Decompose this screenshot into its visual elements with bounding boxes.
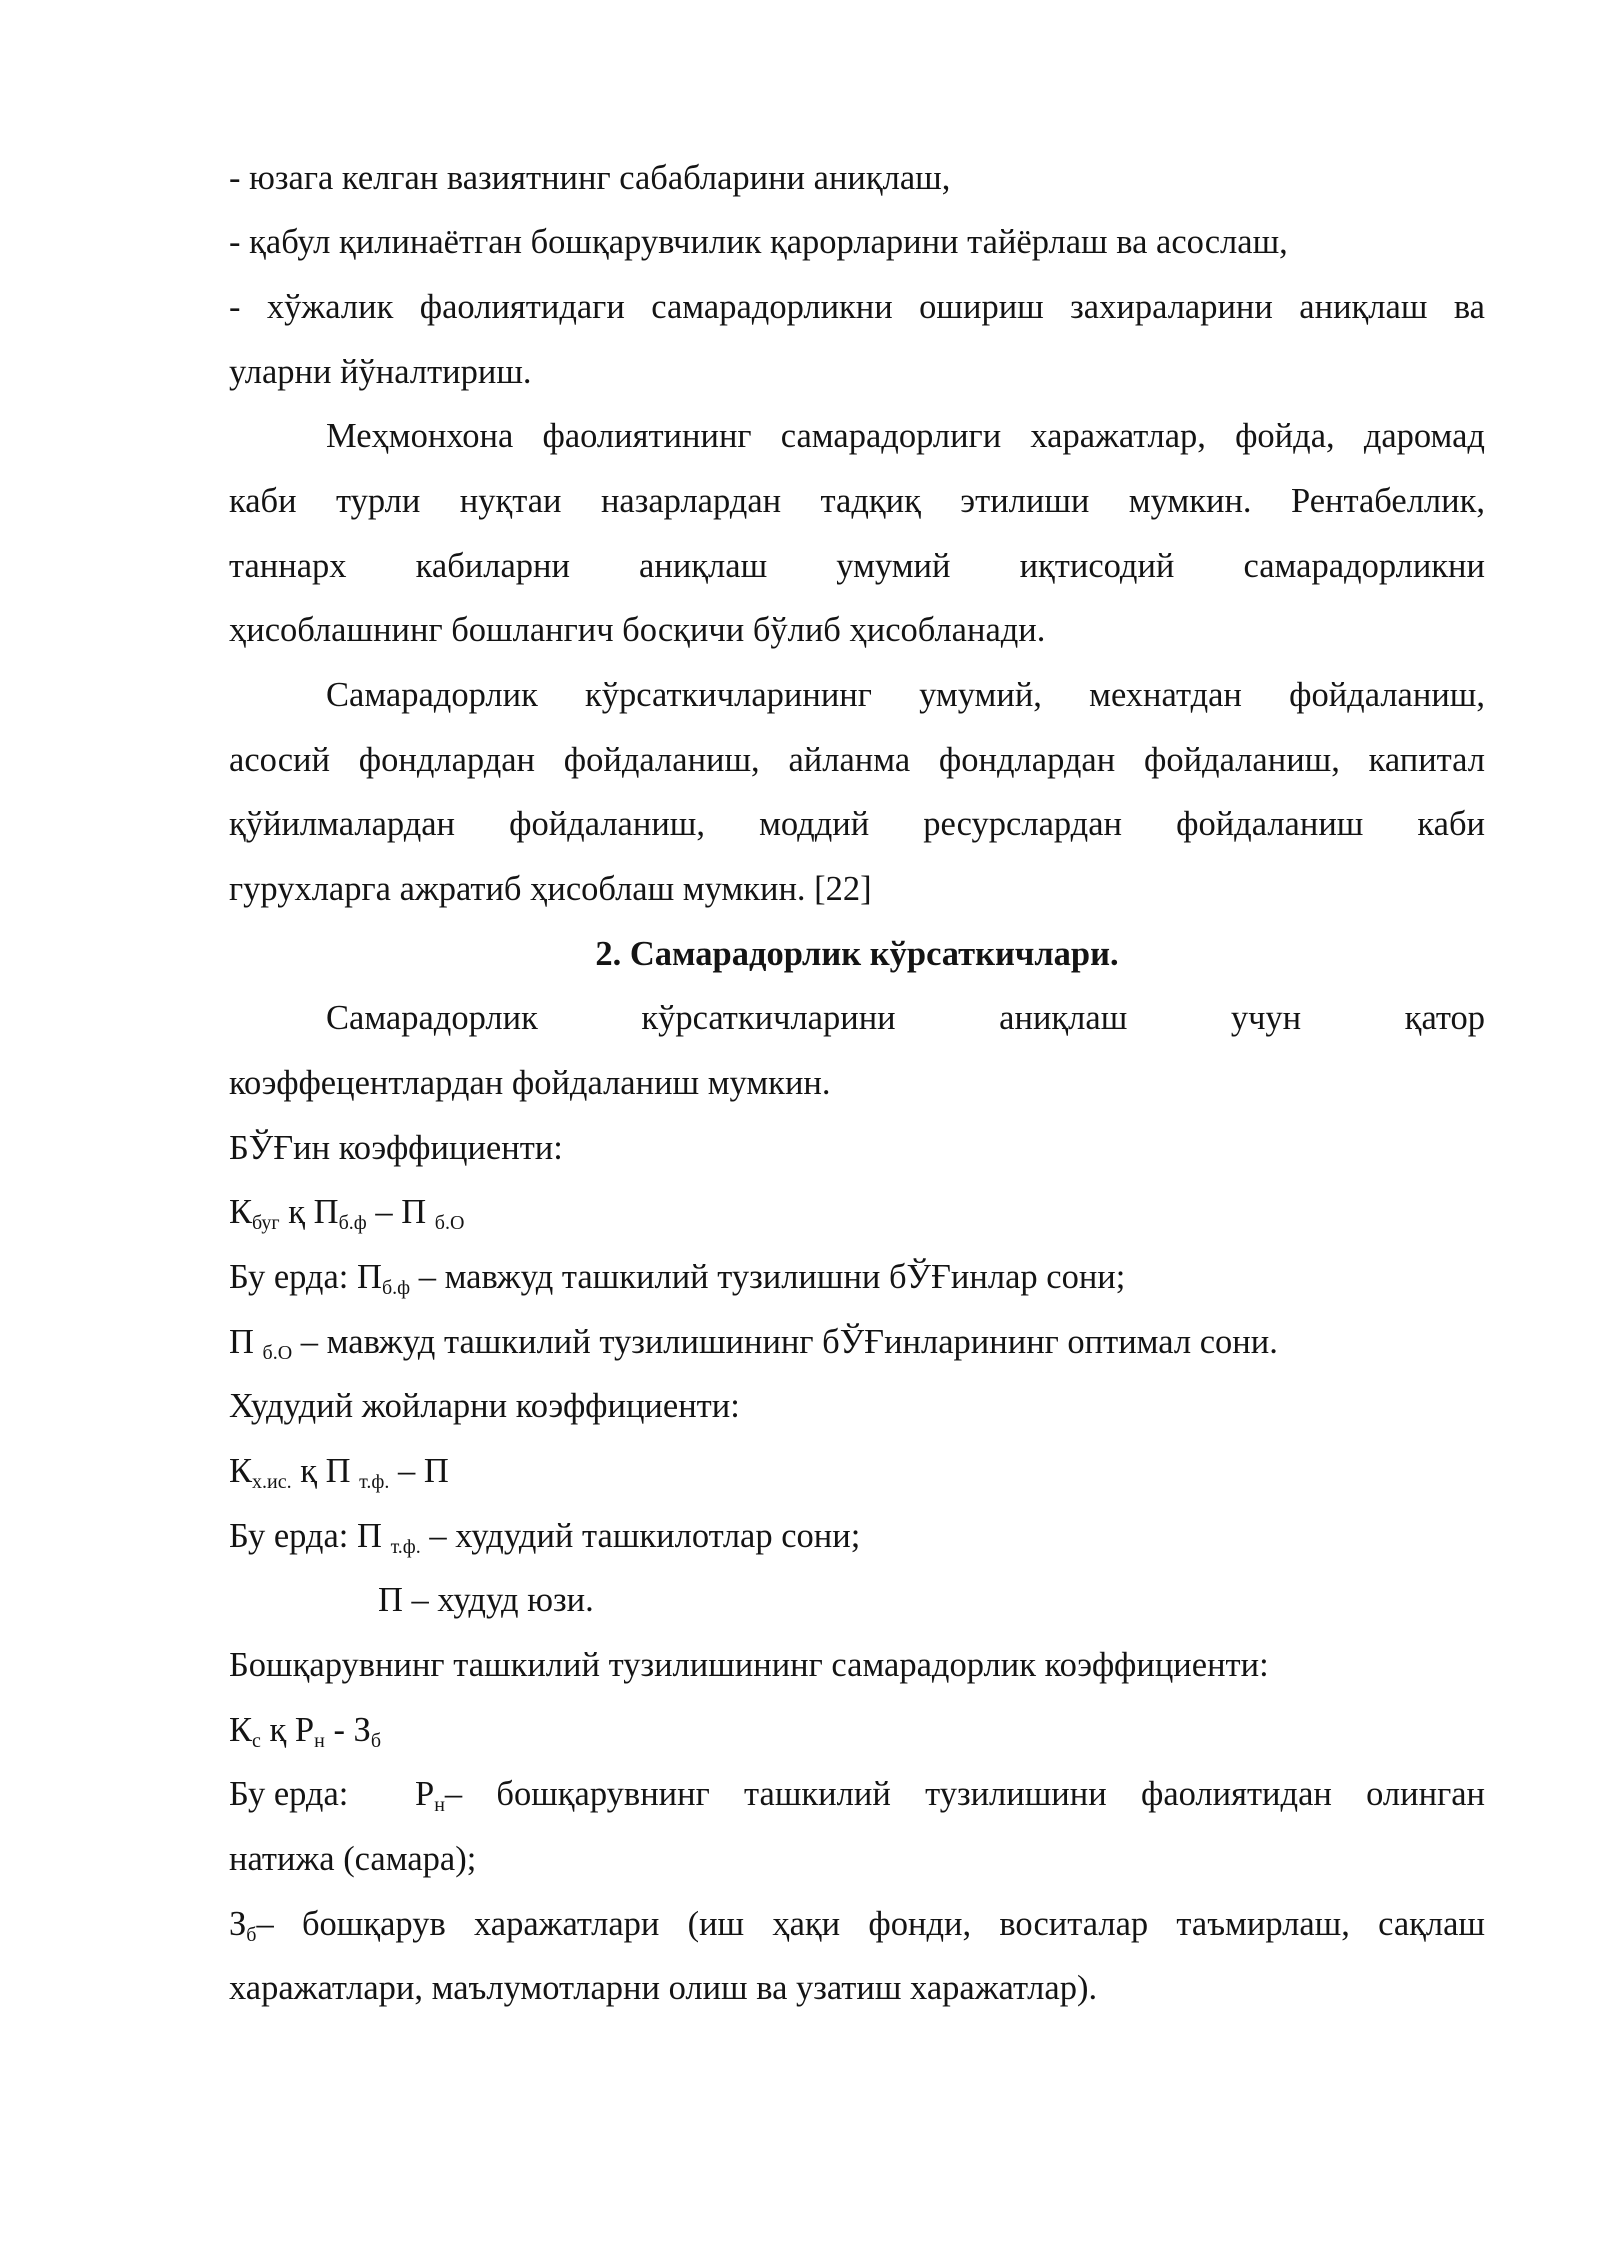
paragraph-line: гурухларга ажратиб ҳисоблаш мумкин. [22] (229, 870, 872, 908)
paragraph-line: Меҳмонхона фаолиятининг самарадорлиги харажатлар, фойда, даромад (326, 417, 1485, 455)
formula-line: $К_{буг}$ қ $П_{б.ф}$ – П $_{б.О}$ (229, 1193, 465, 1234)
paragraph-line: харажатлари, маълумотларни олиш ва узатиш харажатлар). (229, 1969, 1098, 2007)
formula-note: П $_{б.О}$ – мавжуд ташкилий тузилишининг бЎҒинларининг оптимал сони. (229, 1323, 1278, 1364)
formula-line: $К_с$ қ $Р_н - З_б$ (229, 1711, 382, 1752)
paragraph-line: Самарадорлик кўрсаткичларининг умумий, мехнатдан фойдаланиш, (326, 676, 1485, 714)
paragraph-line: - хўжалик фаолиятидаги самарадорликни ошириш захираларини аниқлаш ва (229, 288, 1485, 326)
paragraph-line: Бошқарувнинг ташкилий тузилишининг самарадорлик коэффициенти: (229, 1646, 1269, 1684)
paragraph-line: асосий фондлардан фойдаланиш, айланма фондлардан фойдаланиш, капитал (229, 741, 1485, 779)
paragraph-line: - қабул қилинаётган бошқарувчилик қарорларини тайёрлаш ва асослаш, (229, 223, 1288, 261)
formula-note: П – худуд юзи. (378, 1581, 594, 1619)
paragraph-line: БЎҒин коэффициенти: (229, 1129, 563, 1167)
formula-line: $К_{х.ис.}$ қ П $_{т.ф.}$ – П (229, 1452, 449, 1493)
paragraph-line: Худудий жойларни коэффициенти: (229, 1387, 740, 1425)
paragraph-line: қўйилмалардан фойдаланиш, моддий ресурслардан фойдаланиш каби (229, 805, 1485, 843)
paragraph-line: - юзага келган вазиятнинг сабабларини аниқлаш, (229, 159, 951, 197)
paragraph-line: Самарадорлик кўрсаткичларини аниқлаш учун қатор (326, 999, 1485, 1037)
paragraph-line: коэффецентлардан фойдаланиш мумкин. (229, 1064, 831, 1102)
paragraph-line: натижа (самара); (229, 1840, 477, 1878)
paragraph-line: каби турли нуқтаи назарлардан тадқиқ этилиши мумкин. Рентабеллик, (229, 482, 1485, 520)
formula-note: Бу ерда: $П_{б.ф}$ – мавжуд ташкилий тузилишни бЎҒинлар сони; (229, 1258, 1126, 1299)
paragraph-line: уларни йўналтириш. (229, 353, 532, 391)
paragraph-line: таннарх кабиларни аниқлаш умумий иқтисодий самарадорликни (229, 547, 1485, 585)
section-heading: 2. Самарадорлик кўрсаткичлари. (595, 935, 1119, 973)
formula-note: $З_б-$ бошқарув харажатлари (иш ҳақи фонди, воситалар таъмирлаш, сақлаш (229, 1905, 1485, 1946)
formula-note: $Р_н-$ бошқарувнинг ташкилий тузилишини фаолиятидан олинган (415, 1775, 1485, 1816)
formula-note: Бу ерда: П $_{т.ф.}$ – худудий ташкилотлар сони; (229, 1517, 861, 1558)
formula-note-label: Бу ерда: (229, 1775, 349, 1813)
paragraph-line: ҳисоблашнинг бошлангич босқичи бўлиб ҳисобланади. (229, 611, 1046, 649)
